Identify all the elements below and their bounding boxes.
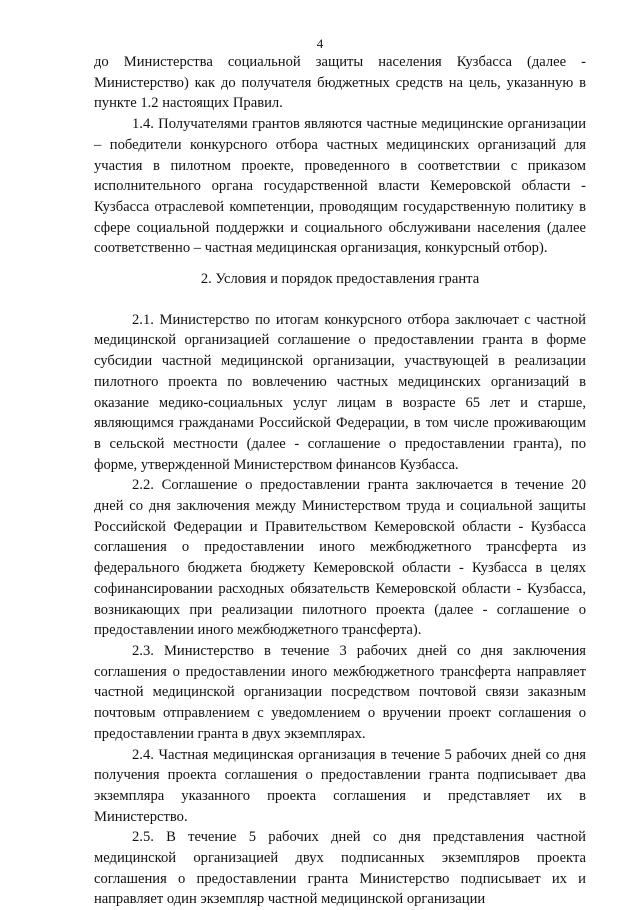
section-heading-2: 2. Условия и порядок предоставления гранта	[200, 271, 480, 288]
page-number: 4	[316, 36, 324, 51]
document-body	[94, 52, 586, 910]
paragraph-2-1: 2.1. Министерство по итогам конкурсного отбора заключает с частной медицинской организацией соглашение о предоставлении гранта в форме субсидии частной медицинской организации, участвующей в реализации пилотного проекта по вовлечению частных медицинских организаций в оказание медико-социальных услуг лицам в возрасте 65 лет и старше, являющимся гражданами Российской Федерации, в том числе проживающим в сельской местности (далее - соглашение о предоставлении гранта), по форме, утвержденной Министерством финансов Кузбасса.	[94, 311, 586, 473]
paragraph-2-4: 2.4. Частная медицинская организация в течение 5 рабочих дней со дня получения проекта соглашения о предоставлении гранта подписывает два экземпляра указанного проекта соглашения и представляет их в Министерство.	[94, 746, 586, 825]
paragraph-intro: до Министерства социальной защиты населения Кузбасса (далее - Министерство) как до получателя бюджетных средств на цель, указанную в пункте 1.2 настоящих Правил.	[94, 54, 586, 112]
paragraph-2-2: 2.2. Соглашение о предоставлении гранта заключается в течение 20 дней со дня заключения между Министерством труда и социальной защиты Российской Федерации и Правительством Кемеровской области - Кузбасса соглашения о предоставлении иного межбюджетного трансферта из федерального бюджета бюджету Кемеровской области - Кузбасса в целях софинансировании расходных обязательств Кемеровской области - Кузбасса, возникающих при реализации пилотного проекта (далее - соглашение о предоставлении иного межбюджетного трансферта).	[94, 477, 586, 639]
paragraph-2-3: 2.3. Министерство в течение 3 рабочих дней со дня заключения соглашения о предоставлении иного межбюджетного трансферта направляет частной медицинской организации посредством почтовой связи заказным почтовым отправлением с уведомлением о вручении проект соглашения о предоставлении гранта в двух экземплярах.	[94, 642, 586, 742]
paragraph-1-4: 1.4. Получателями грантов являются частные медицинские организации – победители конкурсного отбора частных медицинских организаций для участия в пилотном проекте, проведенного в соответствии с приказом исполнительного органа государственной власти Кемеровской области - Кузбасса отраслевой компетенции, проводящим государственную политику в сфере социальной поддержки и социального обслуживани населения (далее соответственно – частная медицинская организация, конкурсный отбор).	[94, 116, 586, 257]
paragraph-2-5: 2.5. В течение 5 рабочих дней со дня представления частной медицинской организацией двух подписанных экземпляров проекта соглашения о предоставлении гранта Министерство подписывает их и направляет один экземпляр частной медицинской организации	[94, 829, 586, 908]
